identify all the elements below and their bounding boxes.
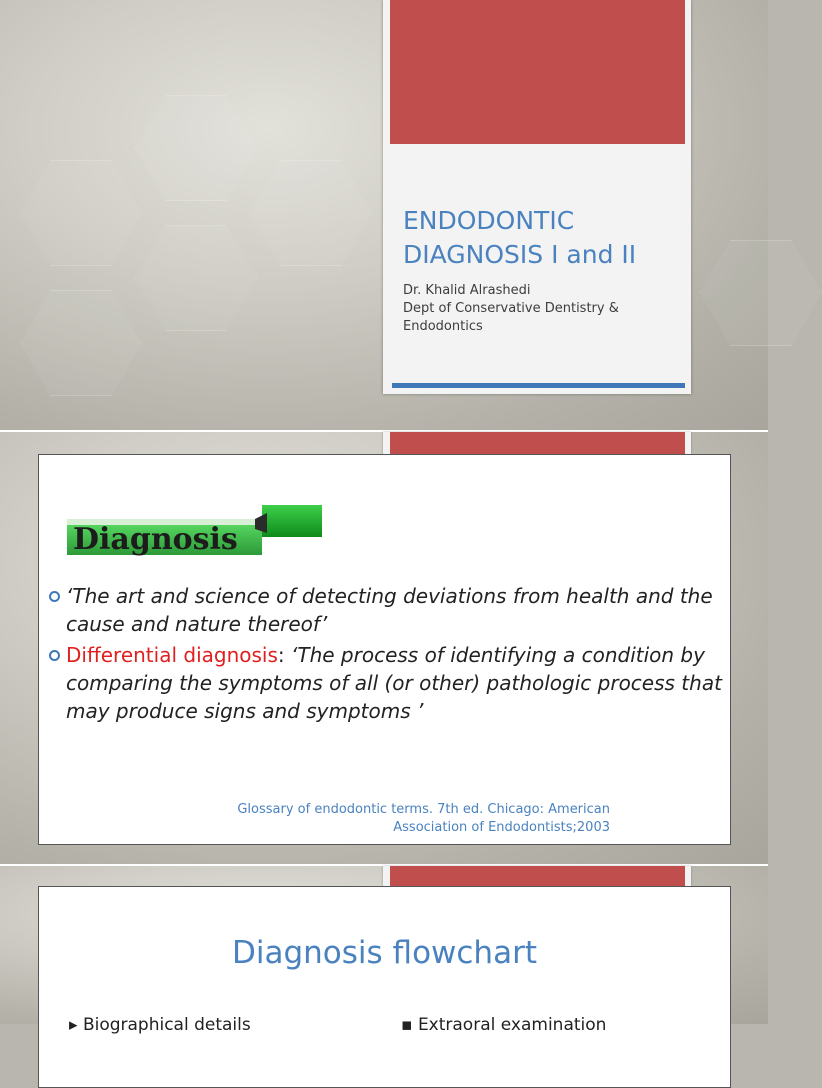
title-card — [383, 0, 691, 394]
title-underline — [392, 383, 685, 388]
bullet-differential — [49, 641, 729, 725]
slide-content-panel — [38, 886, 731, 1088]
bullet-marker — [49, 591, 60, 602]
reference-line: Glossary of endodontic terms. 7th ed. Chicago: American — [237, 802, 610, 817]
subtitle — [403, 282, 683, 336]
right-item-text: Extraoral examination — [417, 1015, 607, 1035]
definition-text: ‘The art and science of detecting deviations from health and the cause and nature thereof’ — [66, 584, 713, 636]
bullet-marker — [49, 650, 60, 661]
title-accent-block — [390, 0, 685, 144]
diagnosis-logo — [67, 505, 322, 557]
flowchart-right-item: ▪ Extraoral examination — [401, 1015, 607, 1035]
differential-paragraph — [66, 641, 729, 725]
department-name: Dept of Conservative Dentistry & Endodontics — [403, 301, 619, 334]
differential-text: ‘The process of identifying a condition by comparing the symptoms of all (or other) pathologic process that may produce signs and symptoms ’ — [66, 643, 722, 723]
logo-text: Diagnosis — [73, 522, 238, 557]
slide-title: Diagnosis flowchart — [232, 935, 537, 971]
reference-line: Association of Endodontists;2003 — [393, 820, 610, 835]
reference — [150, 801, 610, 837]
presentation-title: ENDODONTIC DIAGNOSIS I and II — [403, 206, 637, 269]
bullet-definition — [49, 582, 729, 638]
differential-term: Differential diagnosis — [66, 643, 278, 667]
term-colon: : — [277, 643, 291, 667]
left-item-text: Biographical details — [82, 1015, 251, 1035]
flowchart-left-item: ▸ Biographical details — [69, 1015, 251, 1035]
author-name: Dr. Khalid Alrashedi — [403, 283, 531, 298]
slide-1 — [0, 0, 768, 432]
slide-2 — [0, 432, 768, 866]
slide-content-panel — [38, 454, 731, 845]
slide-3 — [0, 866, 768, 1035]
